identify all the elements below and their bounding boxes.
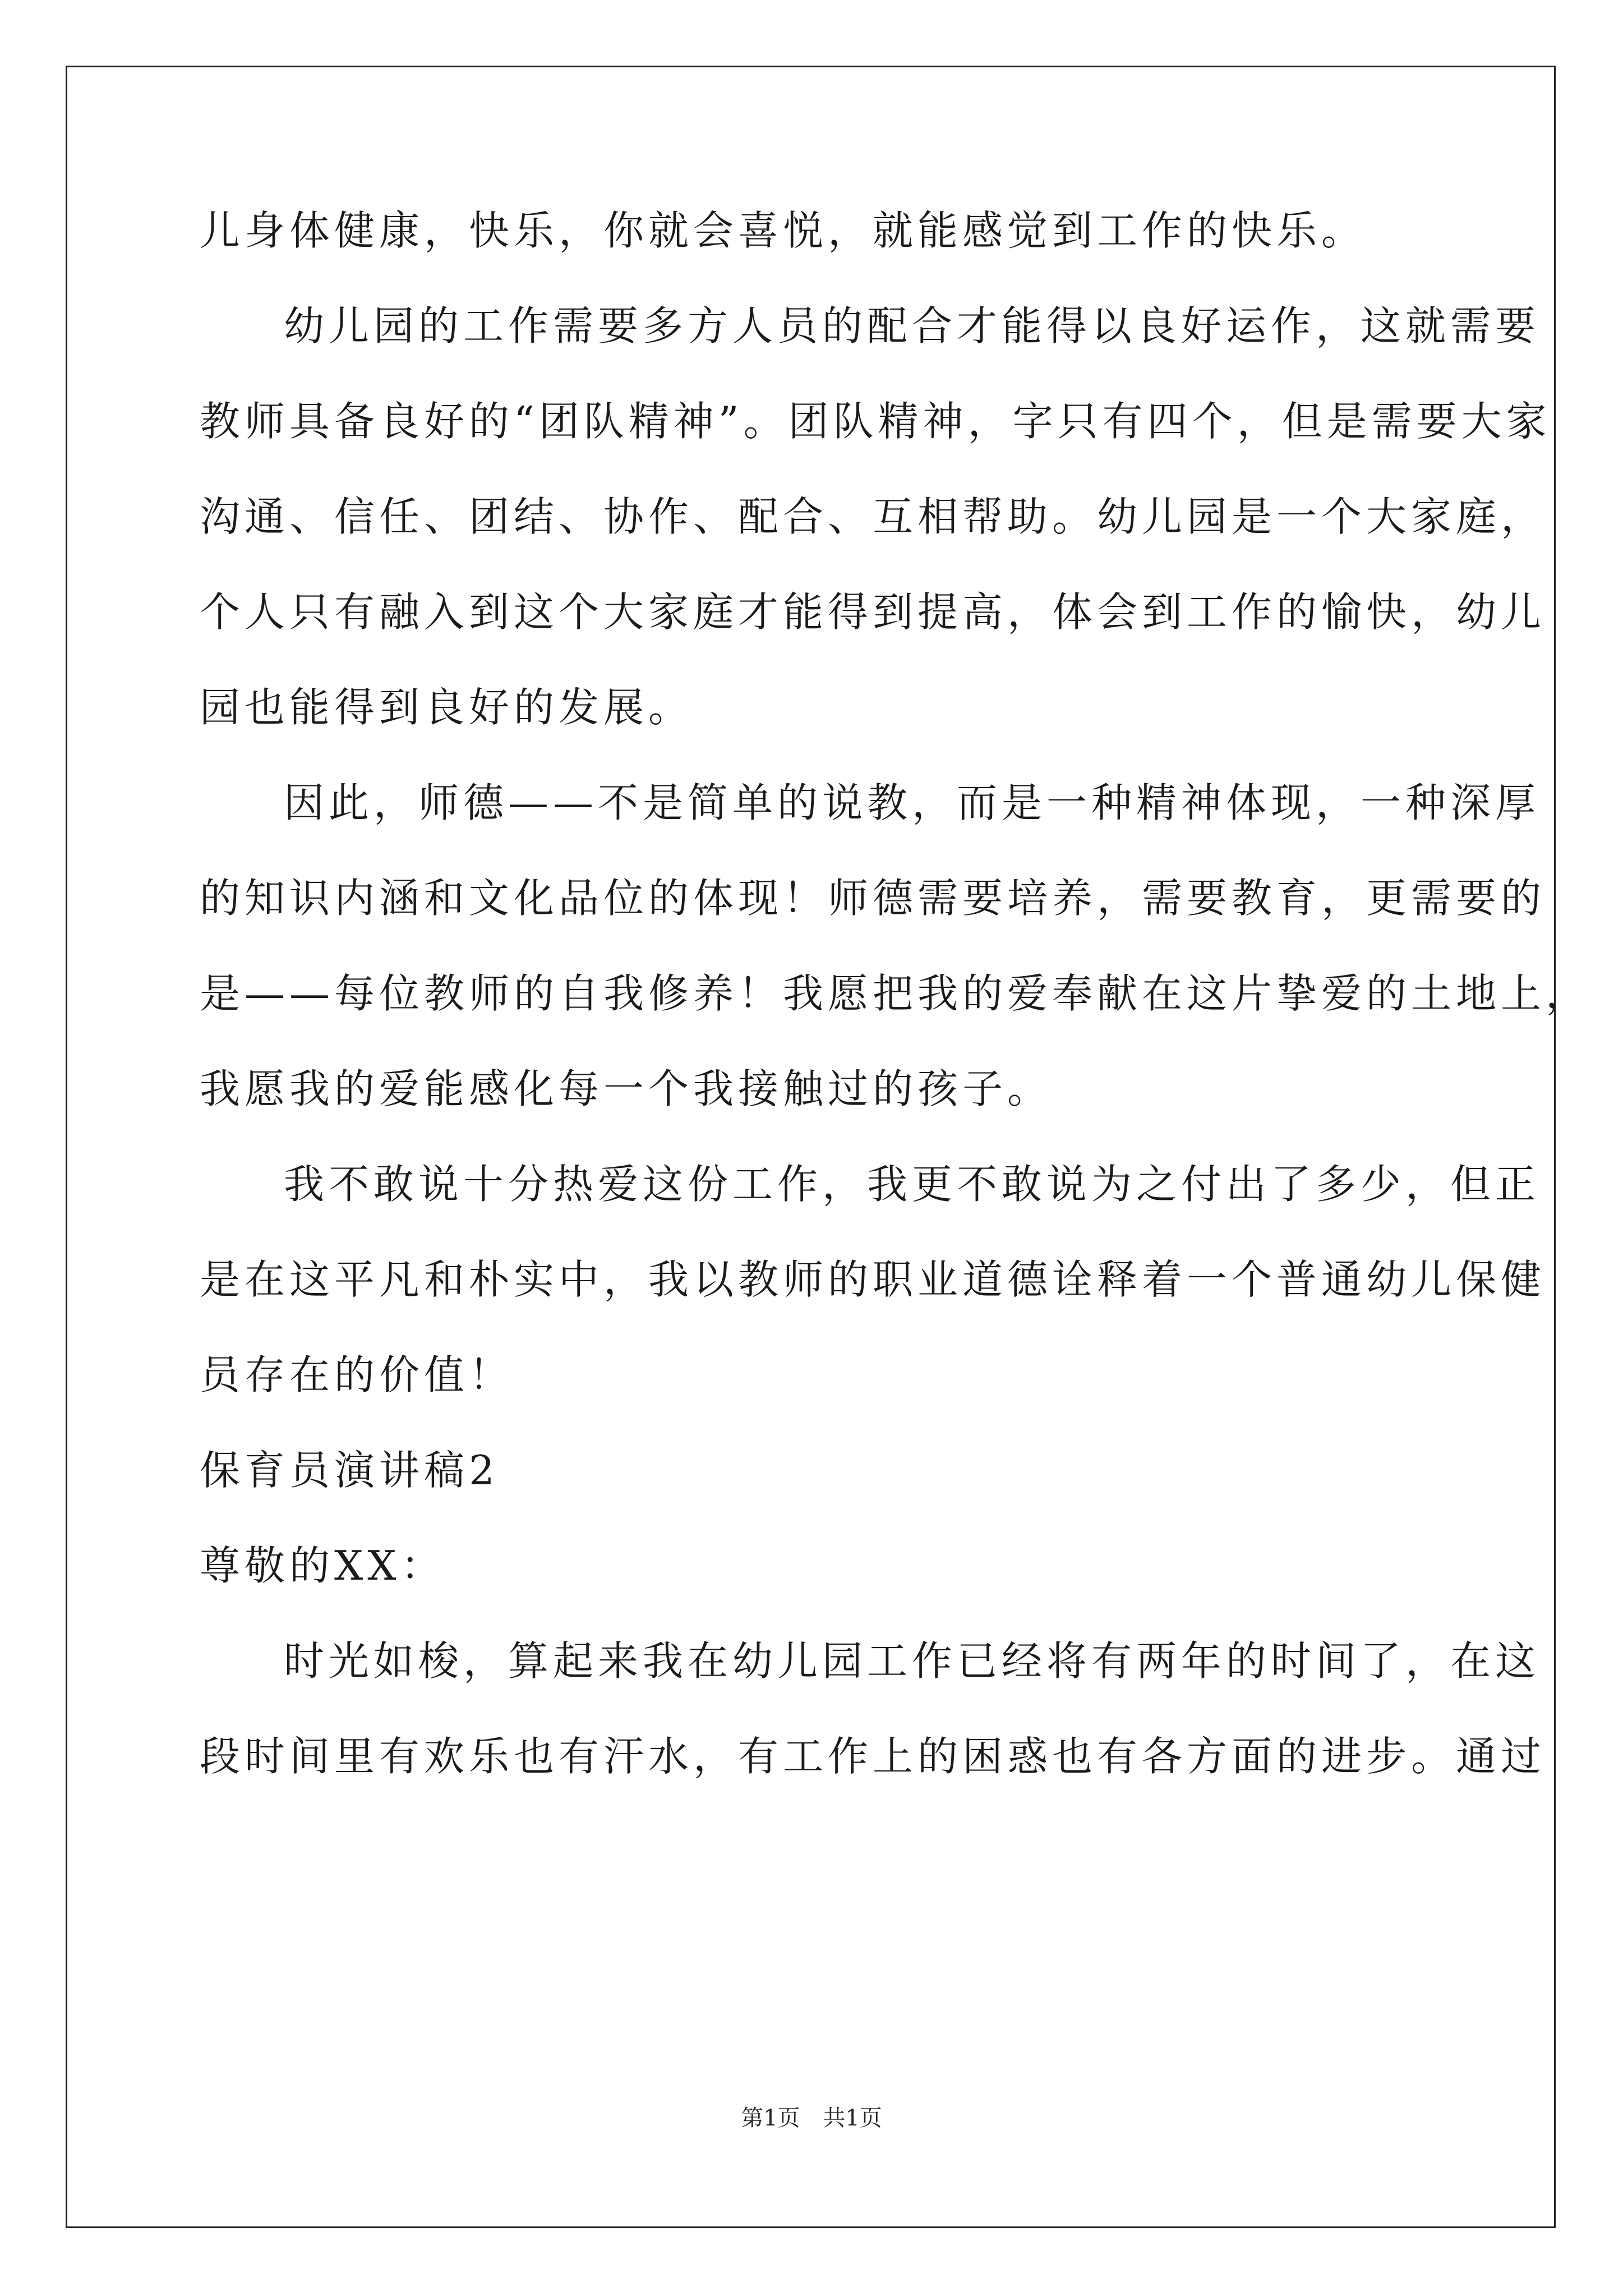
text-line: 是——每位教师的自我修养！我愿把我的爱奉献在这片挚爱的土地上， — [200, 970, 1591, 1017]
text-line: 幼儿园的工作需要多方人员的配合才能得以良好运作，这就需要 — [284, 302, 1541, 349]
page-border — [66, 66, 1556, 2228]
section-title: 保育员演讲稿2 — [200, 1447, 499, 1494]
text-line: 儿身体健康，快乐，你就会喜悦，就能感觉到工作的快乐。 — [200, 207, 1367, 254]
text-line: 因此，师德——不是简单的说教，而是一种精神体现，一种深厚 — [284, 779, 1541, 826]
salutation: 尊敬的XX： — [200, 1542, 446, 1589]
text-line: 我不敢说十分热爱这份工作，我更不敢说为之付出了多少，但正 — [284, 1161, 1541, 1208]
text-line: 是在这平凡和朴实中，我以教师的职业道德诠释着一个普通幼儿保健 — [200, 1256, 1546, 1303]
text-line: 我愿我的爱能感化每一个我接触过的孩子。 — [200, 1065, 1053, 1112]
text-line: 员存在的价值！ — [200, 1351, 514, 1398]
page-number-total: 共1页 — [823, 2105, 882, 2131]
text-line: 段时间里有欢乐也有汗水，有工作上的困惑也有各方面的进步。通过 — [200, 1733, 1546, 1780]
text-line: 沟通、信任、团结、协作、配合、互相帮助。幼儿园是一个大家庭， — [200, 493, 1546, 540]
text-line: 教师具备良好的“团队精神”。团队精神，字只有四个，但是需要大家 — [200, 398, 1551, 445]
text-line: 时光如梭，算起来我在幼儿园工作已经将有两年的时间了，在这 — [284, 1637, 1541, 1685]
text-line: 的知识内涵和文化品位的体现！师德需要培养，需要教育，更需要的 — [200, 875, 1546, 922]
page-number-current: 第1页 — [741, 2105, 800, 2131]
text-line: 个人只有融入到这个大家庭才能得到提高，体会到工作的愉快，幼儿 — [200, 588, 1546, 636]
page-footer — [0, 2104, 1623, 2132]
text-line: 园也能得到良好的发展。 — [200, 684, 694, 731]
